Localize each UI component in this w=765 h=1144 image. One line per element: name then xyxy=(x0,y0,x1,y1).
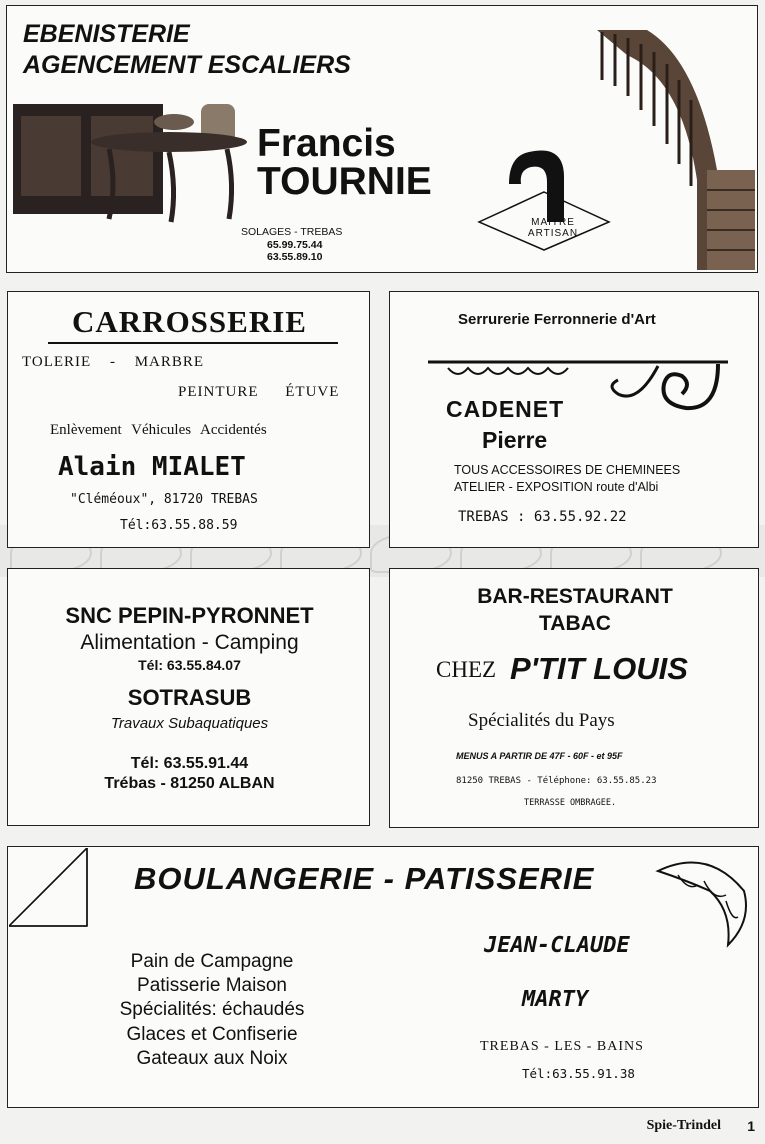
footer-brand: Spie-Trindel xyxy=(646,1118,721,1133)
croissant-icon xyxy=(648,851,756,951)
ad3-phone: TREBAS : 63.55.92.22 xyxy=(458,509,627,525)
ad2-address: "Cléméoux", 81720 TREBAS xyxy=(70,492,258,507)
ad-serrurerie xyxy=(389,291,759,548)
ad-boulangerie xyxy=(7,846,759,1108)
ad6-item-5: Gateaux aux Noix xyxy=(136,1048,288,1069)
ad6-item-4: Glaces et Confiserie xyxy=(126,1024,298,1045)
ad4-sub: Alimentation - Camping xyxy=(80,631,299,654)
ad5-name: P'TIT LOUIS xyxy=(510,651,688,686)
ad5-menus: MENUS A PARTIR DE 47F - 60F - et 95F xyxy=(456,751,623,761)
ad4-name: SNC PEPIN-PYRONNET xyxy=(65,603,314,628)
ad3-name1: CADENET xyxy=(446,396,565,422)
ad6-item-2: Patisserie Maison xyxy=(137,975,287,996)
ad-bar-restaurant xyxy=(389,568,759,828)
ad5-title1: BAR-RESTAURANT xyxy=(477,585,673,608)
staircase-illustration-icon xyxy=(577,20,757,272)
ad2-line3: Enlèvement Véhicules Accidentés xyxy=(50,422,267,438)
ad5-address: 81250 TREBAS - Téléphone: 63.55.85.23 xyxy=(456,776,657,786)
ad1-address: SOLAGES - TREBAS xyxy=(241,226,343,238)
ad5-chez: CHEZ xyxy=(436,657,497,682)
ad6-name2: MARTY xyxy=(522,987,589,1012)
furniture-illustration-icon xyxy=(9,94,259,226)
ad-carrosserie xyxy=(7,291,370,548)
ad4-sub2: Travaux Subaquatiques xyxy=(110,715,269,732)
ad2-phone: Tél:63.55.88.59 xyxy=(120,518,238,533)
ad-ebenisterie xyxy=(6,5,758,273)
ad4-address: Trébas - 81250 ALBAN xyxy=(104,775,275,792)
ad-pepin-pyronnet xyxy=(7,568,370,826)
ad3-name2: Pierre xyxy=(482,427,548,453)
ad5-title2: TABAC xyxy=(539,612,611,635)
ad5-terrasse: TERRASSE OMBRAGEE. xyxy=(524,798,617,808)
ad4-name2: SOTRASUB xyxy=(127,685,252,710)
page-number: 1 xyxy=(747,1118,755,1134)
ad1-last-name: TOURNIE xyxy=(257,160,432,203)
ad6-title: BOULANGERIE - PATISSERIE xyxy=(134,861,595,896)
ad6-name1: JEAN-CLAUDE xyxy=(484,933,630,958)
ad6-item-1: Pain de Campagne xyxy=(130,951,294,972)
ad3-line1: TOUS ACCESSOIRES DE CHEMINEES xyxy=(454,463,681,477)
ad2-title: CARROSSERIE xyxy=(72,304,307,339)
ad1-badge-line1: MAITRE xyxy=(531,217,575,228)
folded-corner-icon xyxy=(9,848,89,928)
ad1-phone1: 65.99.75.44 xyxy=(267,239,323,251)
ad4-phone1: Tél: 63.55.84.07 xyxy=(138,657,241,673)
ad6-phone: Tél:63.55.91.38 xyxy=(522,1066,635,1081)
ad1-headline-line1: EBENISTERIE xyxy=(23,20,190,48)
ad1-badge-line2: ARTISAN xyxy=(527,228,579,239)
ad1-phone2: 63.55.89.10 xyxy=(267,251,323,263)
ad2-name: Alain MIALET xyxy=(58,452,246,482)
ad6-address: TREBAS - LES - BAINS xyxy=(480,1039,644,1054)
ad1-first-name: Francis xyxy=(257,122,396,165)
ad6-item-3: Spécialités: échaudés xyxy=(119,999,305,1020)
ad2-line1: TOLERIE - MARBRE xyxy=(22,354,205,370)
ad4-phone2: Tél: 63.55.91.44 xyxy=(130,755,249,772)
ad5-specialites: Spécialités du Pays xyxy=(468,710,615,731)
ad3-header: Serrurerie Ferronnerie d'Art xyxy=(458,311,656,328)
ad3-line2: ATELIER - EXPOSITION route d'Albi xyxy=(454,480,659,494)
ad2-title-rule xyxy=(48,342,338,344)
ad2-line2: PEINTURE ÉTUVE xyxy=(178,384,340,400)
ad1-headline-line2: AGENCEMENT ESCALIERS xyxy=(23,51,351,79)
